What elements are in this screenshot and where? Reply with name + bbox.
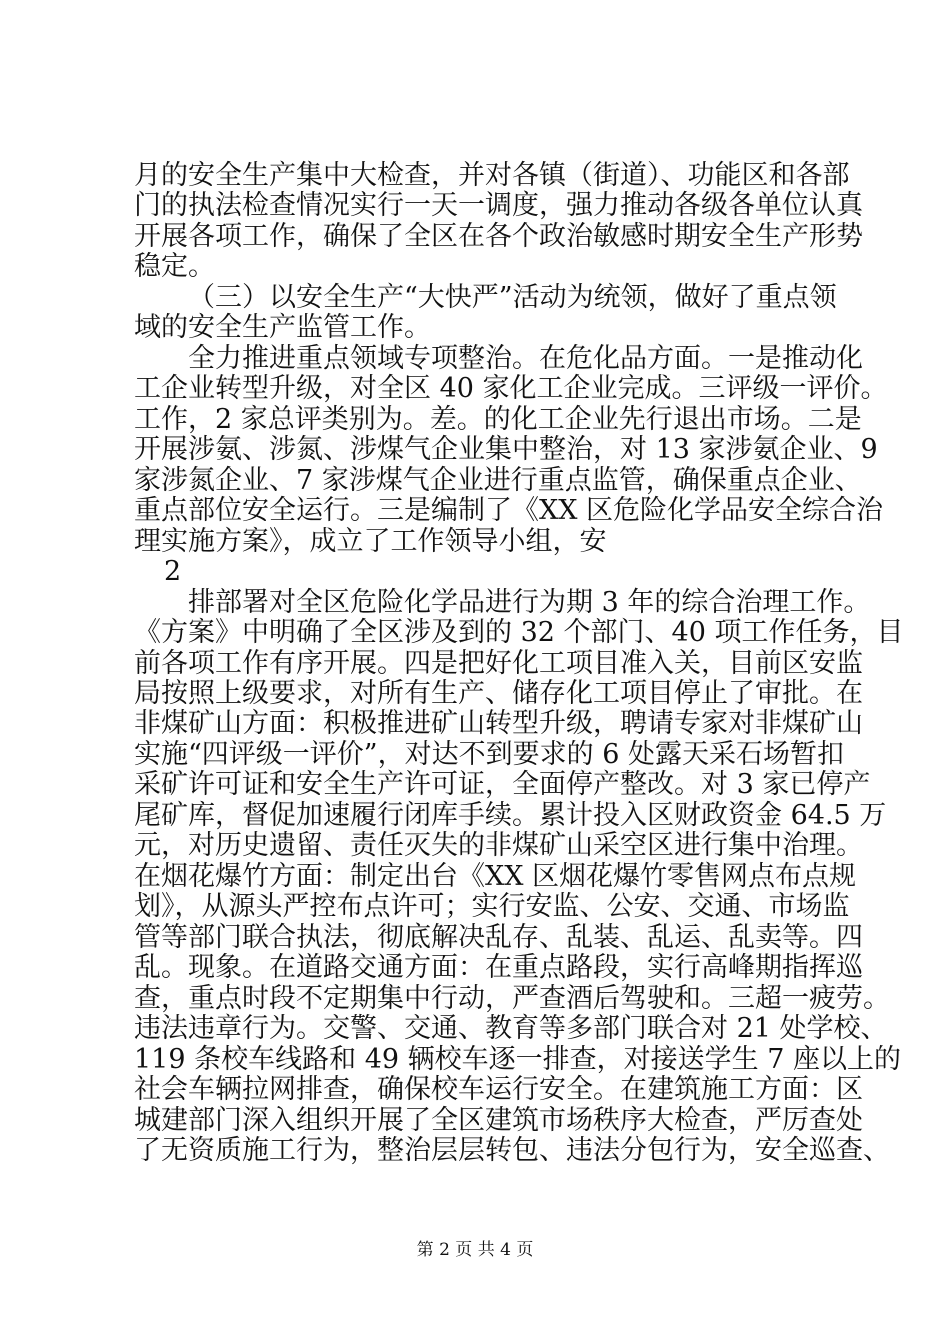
- body-line: 尾矿库，督促加速履行闭库手续。累计投入区财政资金 64.5 万: [134, 800, 887, 831]
- body-line: 采矿许可证和安全生产许可证，全面停产整改。对 3 家已停产: [134, 769, 871, 800]
- body-line: 家涉氮企业、7 家涉煤气企业进行重点监管，确保重点企业、: [134, 465, 862, 496]
- body-line: 《方案》中明确了全区涉及到的 32 个部门、40 项工作任务，目: [134, 617, 904, 648]
- page-footer: 第 2 页 共 4 页: [416, 1240, 534, 1260]
- body-line: 工企业转型升级，对全区 40 家化工企业完成。三评级一评价。: [134, 373, 888, 404]
- body-line: 开展各项工作，确保了全区在各个政治敏感时期安全生产形势: [134, 221, 863, 252]
- body-line: 实施“四评级一评价”，对达不到要求的 6 处露天采石场暂扣: [134, 739, 844, 770]
- body-line: 开展涉氨、涉氮、涉煤气企业集中整治，对 13 家涉氨企业、9: [134, 434, 878, 465]
- body-line: 稳定。: [134, 251, 215, 282]
- body-line: 城建部门深入组织开展了全区建筑市场秩序大检查，严厉查处: [134, 1105, 863, 1136]
- body-line: 乱。现象。在道路交通方面：在重点路段，实行高峰期指挥巡: [134, 952, 863, 983]
- body-line: 违法违章行为。交警、交通、教育等多部门联合对 21 处学校、: [134, 1013, 888, 1044]
- body-line: 查，重点时段不定期集中行动，严查酒后驾驶和。三超一疲劳。: [134, 983, 890, 1014]
- page-number-marker: 2: [164, 556, 182, 587]
- body-line: 社会车辆拉网排查，确保校车运行安全。在建筑施工方面：区: [134, 1074, 863, 1105]
- body-line: 了无资质施工行为，整治层层转包、违法分包行为，安全巡查、: [134, 1135, 890, 1166]
- body-line: 理实施方案》，成立了工作领导小组，安: [134, 526, 607, 557]
- body-line: 119 条校车线路和 49 辆校车逐一排查，对接送学生 7 座以上的: [134, 1044, 901, 1075]
- body-line: 管等部门联合执法，彻底解决乱存、乱装、乱运、乱卖等。四: [134, 922, 863, 953]
- body-line: 局按照上级要求，对所有生产、储存化工项目停止了审批。在: [134, 678, 863, 709]
- body-line: 门的执法检查情况实行一天一调度，强力推动各级各单位认真: [134, 190, 863, 221]
- section-heading-line: （三）以安全生产“大快严”活动为统领，做好了重点领: [188, 282, 837, 313]
- body-line: 重点部位安全运行。三是编制了《XX 区危险化学品安全综合治: [134, 495, 884, 526]
- body-line: 在烟花爆竹方面：制定出台《XX 区烟花爆竹零售网点布点规: [134, 861, 857, 892]
- body-line: 月的安全生产集中大检查，并对各镇（街道）、功能区和各部: [134, 160, 850, 191]
- body-line: 非煤矿山方面：积极推进矿山转型升级，聘请专家对非煤矿山: [134, 708, 863, 739]
- body-line: 全力推进重点领域专项整治。在危化品方面。一是推动化: [188, 343, 863, 374]
- body-line: 前各项工作有序开展。四是把好化工项目准入关，目前区安监: [134, 648, 863, 679]
- body-line: 元，对历史遗留、责任灭失的非煤矿山采空区进行集中治理。: [134, 830, 863, 861]
- section-heading-line: 域的安全生产监管工作。: [134, 312, 431, 343]
- body-line: 工作，2 家总评类别为。差。的化工企业先行退出市场。二是: [134, 404, 862, 435]
- body-line: 排部署对全区危险化学品进行为期 3 年的综合治理工作。: [188, 587, 871, 618]
- body-line: 划》，从源头严控布点许可；实行安监、公安、交通、市场监: [134, 891, 850, 922]
